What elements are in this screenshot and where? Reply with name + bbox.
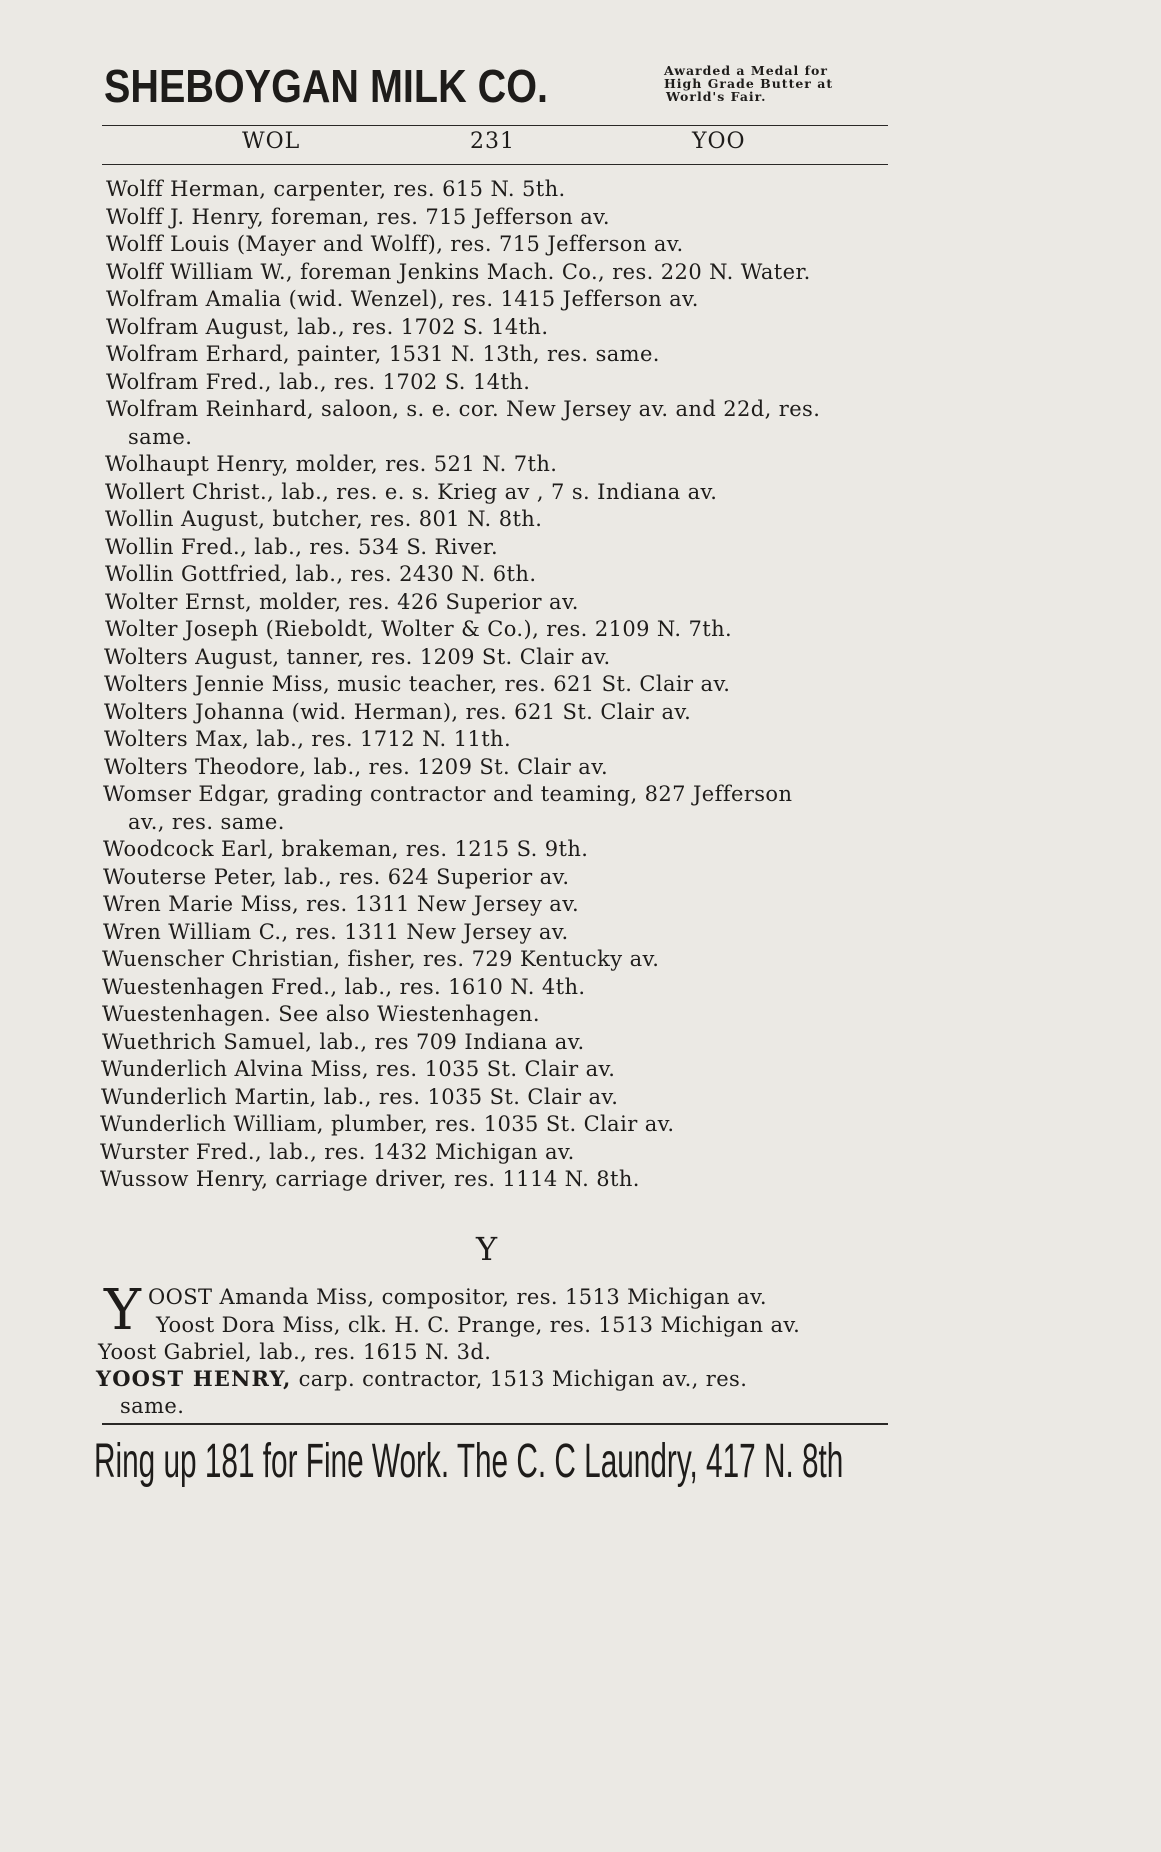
list-item [96,1366,747,1392]
header-last-name-range: YOO [692,129,746,154]
list-item: Wolter Ernst, molder, res. 426 Superior av. [105,589,579,614]
header-divider [102,164,888,165]
running-header [102,129,888,159]
bottom-advertisement: Ring up 181 for Fine Work. The C. C Laundry, 417 N. 8th [94,1435,844,1488]
list-item: Wouterse Peter, lab., res. 624 Superior av. [103,864,570,889]
list-item: Wunderlich Martin, lab., res. 1035 St. Clair av. [101,1084,619,1109]
entry-detail: carp. contractor, 1513 Michigan av., res. [291,1367,748,1391]
ad-medal-text [664,64,896,103]
list-item: Wolff William W., foreman Jenkins Mach. Co., res. 220 N. Water. [106,259,811,284]
list-item-continuation: same. [128,424,193,449]
list-item: Wolff Louis (Mayer and Wolff), res. 715 Jefferson av. [106,232,684,256]
drop-cap-letter: Y [104,1278,141,1343]
list-item: Wolhaupt Henry, molder, res. 521 N. 7th. [105,452,558,476]
list-item: Wolfram Reinhard, saloon, s. e. cor. New Jersey av. and 22d, res. [106,397,821,421]
list-item: Wren Marie Miss, res. 1311 New Jersey av. [103,892,580,916]
list-item: Wollert Christ., lab., res. e. s. Krieg av , 7 s. Indiana av. [105,479,718,504]
ad-medal-line: Awarded a Medal for [664,63,828,78]
list-item: Wollin Fred., lab., res. 534 S. River. [105,534,499,559]
list-item: OOST Amanda Miss, compositor, res. 1513 Michigan av. [148,1285,767,1309]
list-item: Wolfram August, lab., res. 1702 S. 14th. [106,314,549,339]
list-item: Wuestenhagen. See also Wiestenhagen. [102,1002,540,1026]
ad-medal-line: World's Fair. [666,89,767,104]
list-item: Wuestenhagen Fred., lab., res. 1610 N. 4th. [102,974,586,999]
list-item: Wolters Jennie Miss, music teacher, res. 621 St. Clair av. [104,672,731,696]
list-item: Wunderlich Alvina Miss, res. 1035 St. Clair av. [101,1057,616,1081]
list-item: Wunderlich William, plumber, res. 1035 St. Clair av. [100,1112,675,1136]
list-item: Wolters Johanna (wid. Herman), res. 621 St. Clair av. [104,699,692,724]
header-first-name-range: WOL [242,129,301,154]
list-item: Wolters Max, lab., res. 1712 N. 11th. [104,727,512,751]
page-number: 231 [470,129,515,154]
list-item: Woodcock Earl, brakeman, res. 1215 S. 9th. [103,837,589,861]
list-item: Wolfram Erhard, painter, 1531 N. 13th, res. same. [106,342,660,366]
list-item: Wussow Henry, carriage driver, res. 1114 N. 8th. [100,1167,640,1191]
list-item: Wolters August, tanner, res. 1209 St. Clair av. [104,644,611,669]
section-letter-heading: Y [476,1230,498,1268]
list-item: Yoost Gabriel, lab., res. 1615 N. 3d. [98,1340,492,1364]
top-divider [102,125,888,126]
list-item: Wren William C., res. 1311 New Jersey av. [103,919,569,944]
list-item: Wolfram Amalia (wid. Wenzel), res. 1415 Jefferson av. [106,287,699,311]
list-item: Wollin Gottfried, lab., res. 2430 N. 6th. [105,562,537,586]
list-item-continuation: same. [120,1394,185,1418]
list-item: Womser Edgar, grading contractor and teaming, 827 Jefferson [103,782,793,806]
list-item: Wuethrich Samuel, lab., res 709 Indiana av. [102,1029,585,1054]
list-item: Yoost Dora Miss, clk. H. C. Prange, res. 1513 Michigan av. [156,1313,801,1337]
list-item: Wuenscher Christian, fisher, res. 729 Kentucky av. [102,947,660,971]
list-item: Wurster Fred., lab., res. 1432 Michigan av. [100,1139,575,1164]
list-item: Wolter Joseph (Rieboldt, Wolter & Co.), res. 2109 N. 7th. [105,617,733,641]
list-item: Wolff J. Henry, foreman, res. 715 Jefferson av. [106,204,610,229]
list-item: Wolfram Fred., lab., res. 1702 S. 14th. [106,369,531,394]
bold-entry-name: YOOST HENRY, [96,1366,292,1391]
list-item-continuation: av., res. same. [128,809,285,834]
bottom-divider [102,1423,888,1425]
ad-medal-line: High Grade Butter at [664,76,834,91]
top-advertisement [104,58,894,118]
ad-brand-name: SHEBOYGAN MILK CO. [104,60,548,112]
list-item: Wolters Theodore, lab., res. 1209 St. Clair av. [104,754,609,779]
list-item: Wolff Herman, carpenter, res. 615 N. 5th. [106,177,566,201]
list-item: Wollin August, butcher, res. 801 N. 8th. [105,507,543,531]
